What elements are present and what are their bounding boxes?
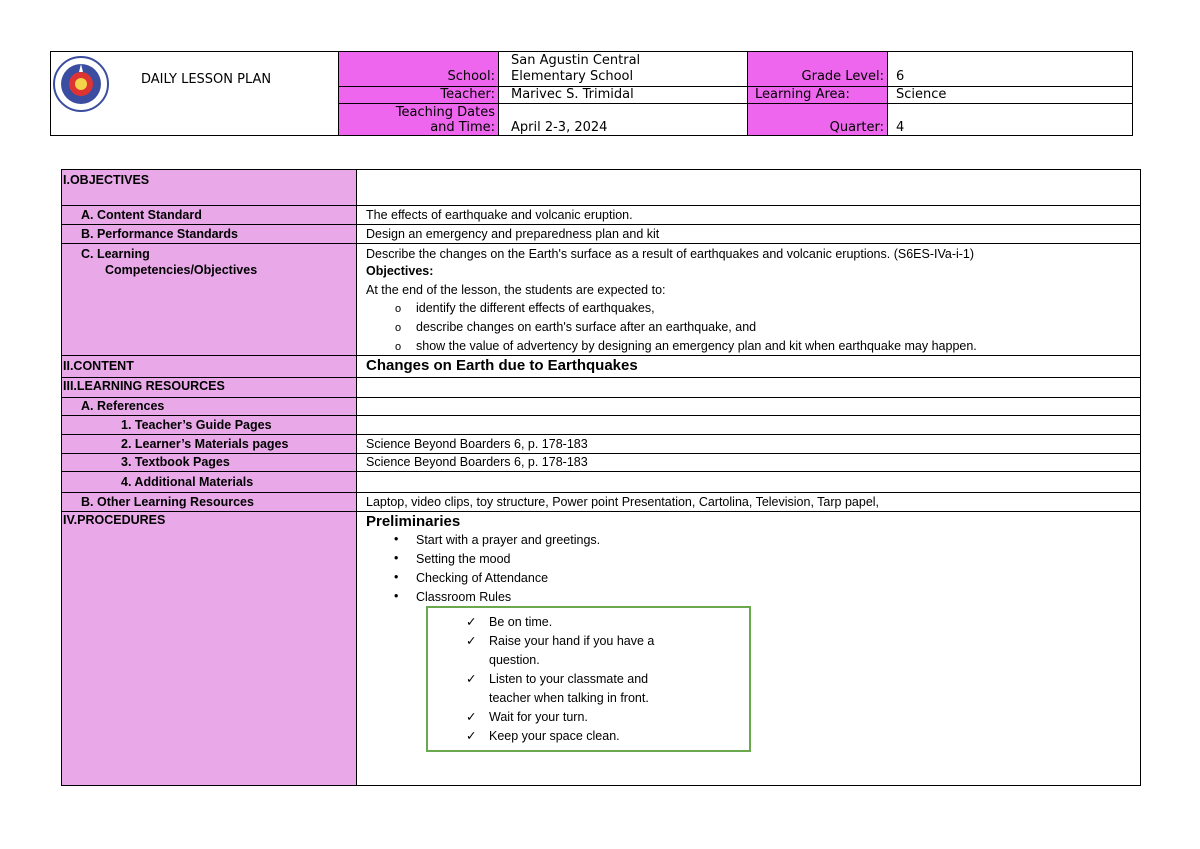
check-icon: ✓ xyxy=(466,710,477,724)
check-icon: ✓ xyxy=(466,615,477,629)
school-value-line1: San Agustin Central xyxy=(511,53,641,68)
rule-item-cont: teacher when talking in front. xyxy=(489,691,649,705)
row-divider xyxy=(61,243,1141,244)
area-value: Science xyxy=(896,87,947,102)
procedure-bullet: • xyxy=(394,570,399,584)
references-label: A. References xyxy=(81,399,165,413)
learners-materials-value: Science Beyond Boarders 6, p. 178-183 xyxy=(366,437,588,451)
grade-value-cell xyxy=(887,51,1133,87)
check-icon: ✓ xyxy=(466,634,477,648)
school-value-line2: Elementary School xyxy=(511,69,634,84)
dates-value: April 2-3, 2024 xyxy=(511,120,608,135)
school-label: School: xyxy=(447,69,495,84)
row-divider xyxy=(61,492,1141,493)
rule-item: Raise your hand if you have a xyxy=(489,634,655,648)
area-label: Learning Area: xyxy=(755,87,850,102)
other-resources-value: Laptop, video clips, toy structure, Power point Presentation, Cartolina, Television, Tarp papel, xyxy=(366,495,880,509)
row-divider xyxy=(61,377,1141,378)
textbook-label: 3. Textbook Pages xyxy=(121,455,230,469)
plan-title: DAILY LESSON PLAN xyxy=(141,72,272,87)
dates-label-line2: and Time: xyxy=(430,120,495,135)
performance-value: Design an emergency and preparedness plan and kit xyxy=(366,227,660,241)
procedures-heading: IV.PROCEDURES xyxy=(63,513,166,527)
dates-label-line1: Teaching Dates xyxy=(395,105,495,120)
grade-value: 6 xyxy=(896,69,905,84)
rule-item: Wait for your turn. xyxy=(489,710,588,724)
textbook-value: Science Beyond Boarders 6, p. 178-183 xyxy=(366,455,588,469)
procedure-bullet: • xyxy=(394,551,399,565)
column-divider xyxy=(356,169,357,786)
rule-item: Keep your space clean. xyxy=(489,729,620,743)
objective-item: show the value of advertency by designing an emergency plan and kit when earthquake may happen. xyxy=(416,339,977,353)
row-divider xyxy=(61,355,1141,356)
competencies-label-line1: C. Learning xyxy=(81,247,150,261)
competencies-label-line2: Competencies/Objectives xyxy=(105,263,258,277)
procedure-bullet: • xyxy=(394,532,399,546)
quarter-value-cell xyxy=(887,103,1133,136)
teachers-guide-label: 1. Teacher’s Guide Pages xyxy=(121,418,272,432)
header-table xyxy=(50,51,1133,136)
teacher-label: Teacher: xyxy=(440,87,495,102)
resources-heading: III.LEARNING RESOURCES xyxy=(63,379,225,393)
rule-item: Listen to your classmate and xyxy=(489,672,649,686)
quarter-value: 4 xyxy=(896,120,905,135)
teacher-value: Marivec S. Trimidal xyxy=(511,87,634,102)
performance-label: B. Performance Standards xyxy=(81,227,238,241)
objective-bullet: o xyxy=(395,341,402,353)
objectives-subheading: Objectives: xyxy=(366,264,434,278)
quarter-label: Quarter: xyxy=(829,120,884,135)
objective-item: identify the different effects of earthquakes, xyxy=(416,301,655,315)
procedure-item: Checking of Attendance xyxy=(416,571,549,585)
grade-label: Grade Level: xyxy=(801,69,884,84)
rule-item: Be on time. xyxy=(489,615,553,629)
row-divider xyxy=(61,434,1141,435)
row-divider xyxy=(61,397,1141,398)
seal-logo xyxy=(50,55,112,113)
preliminaries-heading: Preliminaries xyxy=(366,513,461,530)
row-divider xyxy=(61,453,1141,454)
row-divider xyxy=(61,205,1141,206)
procedure-bullet: • xyxy=(394,589,399,603)
procedure-item: Start with a prayer and greetings. xyxy=(416,533,601,547)
objectives-intro: At the end of the lesson, the students are expected to: xyxy=(366,283,666,297)
classroom-rules-box xyxy=(426,606,751,752)
other-resources-label: B. Other Learning Resources xyxy=(81,495,254,509)
row-divider xyxy=(61,471,1141,472)
procedure-item: Classroom Rules xyxy=(416,590,512,604)
content-standard-label: A. Content Standard xyxy=(81,208,202,222)
row-divider xyxy=(61,415,1141,416)
row-divider xyxy=(61,224,1141,225)
competencies-value: Describe the changes on the Earth's surface as a result of earthquakes and volcanic eruptions. (S6ES-IVa-i-1) xyxy=(366,247,975,261)
learners-materials-label: 2. Learner’s Materials pages xyxy=(121,437,289,451)
content-value: Changes on Earth due to Earthquakes xyxy=(366,357,638,374)
content-label: II.CONTENT xyxy=(63,359,134,373)
row-divider xyxy=(61,511,1141,512)
content-standard-value: The effects of earthquake and volcanic eruption. xyxy=(366,208,633,222)
objective-bullet: o xyxy=(395,303,402,315)
objectives-heading: I.OBJECTIVES xyxy=(63,173,150,187)
additional-materials-label: 4. Additional Materials xyxy=(121,475,254,489)
objective-item: describe changes on earth's surface after an earthquake, and xyxy=(416,320,757,334)
rule-item-cont: question. xyxy=(489,653,540,667)
procedure-item: Setting the mood xyxy=(416,552,511,566)
check-icon: ✓ xyxy=(466,672,477,686)
check-icon: ✓ xyxy=(466,729,477,743)
objective-bullet: o xyxy=(395,322,402,334)
